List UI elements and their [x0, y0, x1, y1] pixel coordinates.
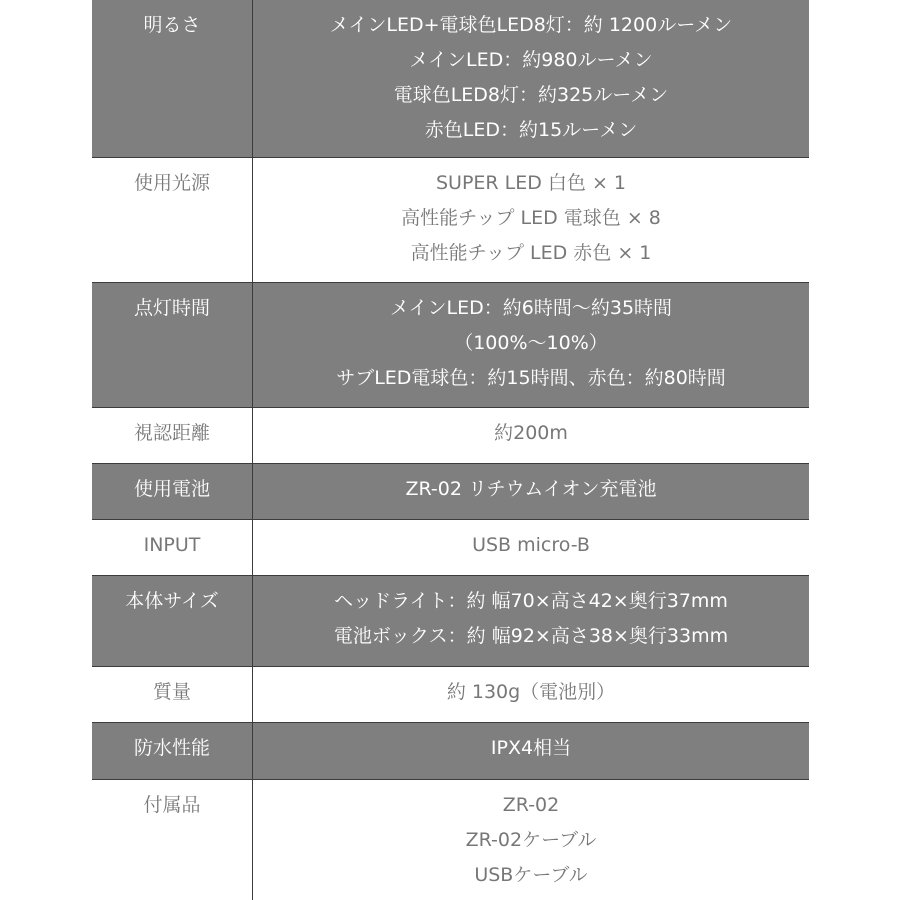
spec-value-line: IPX4相当 — [490, 737, 572, 759]
spec-value-line: メインLED：約6時間〜約35時間 — [389, 297, 673, 319]
spec-row-battery — [92, 464, 809, 520]
spec-row-accessories — [92, 780, 809, 900]
spec-value-line: SUPER LED 白色 × 1 — [435, 172, 627, 194]
spec-value — [253, 408, 809, 463]
spec-label: 明るさ — [92, 0, 253, 157]
spec-value-line: メインLED+電球色LED8灯：約 1200ルーメン — [329, 14, 733, 36]
spec-value — [253, 158, 809, 282]
spec-row-brightness — [92, 0, 809, 158]
spec-value-line: 約200m — [494, 422, 568, 444]
spec-value-line: 約 130g（電池別） — [446, 681, 616, 703]
spec-value — [253, 464, 809, 519]
spec-value — [253, 283, 809, 407]
spec-value — [253, 667, 809, 722]
spec-value-line: USBケーブル — [474, 864, 588, 886]
spec-value-line: 高性能チップ LED 赤色 × 1 — [410, 242, 652, 264]
spec-row-light-source — [92, 158, 809, 283]
spec-row-visibility-distance — [92, 408, 809, 464]
spec-label: 使用電池 — [92, 464, 253, 519]
spec-value-line: 高性能チップ LED 電球色 × 8 — [401, 207, 661, 229]
spec-value-line: 電池ボックス：約 幅92×高さ38×奥行33mm — [333, 625, 729, 647]
spec-value-line: ヘッドライト：約 幅70×高さ42×奥行37mm — [334, 590, 728, 612]
spec-label: 本体サイズ — [92, 576, 253, 666]
spec-row-weight — [92, 667, 809, 723]
spec-label: INPUT — [92, 520, 253, 575]
spec-row-input — [92, 520, 809, 576]
spec-label: 使用光源 — [92, 158, 253, 282]
spec-row-size — [92, 576, 809, 667]
spec-label: 視認距離 — [92, 408, 253, 463]
spec-value-line: （100%〜10%） — [454, 332, 608, 354]
spec-value-line: メインLED：約980ルーメン — [409, 49, 653, 71]
spec-value-line: 赤色LED：約15ルーメン — [424, 119, 638, 141]
spec-row-runtime — [92, 283, 809, 408]
spec-value-line: ZR-02ケーブル — [465, 829, 597, 851]
spec-label: 防水性能 — [92, 723, 253, 779]
spec-value — [253, 576, 809, 666]
spec-value — [253, 780, 809, 900]
spec-label: 付属品 — [92, 780, 253, 900]
spec-row-waterproof — [92, 723, 809, 780]
spec-value-line: ZR-02 — [502, 794, 560, 816]
spec-label: 質量 — [92, 667, 253, 722]
spec-value-line: 電球色LED8灯：約325ルーメン — [393, 84, 669, 106]
spec-value — [253, 520, 809, 575]
spec-value-line: サブLED電球色：約15時間、赤色：約80時間 — [336, 367, 726, 389]
spec-value-line: ZR-02 リチウムイオン充電池 — [405, 478, 657, 500]
spec-value — [253, 723, 809, 779]
spec-value — [253, 0, 809, 157]
spec-label: 点灯時間 — [92, 283, 253, 407]
spec-value-line: USB micro-B — [472, 534, 590, 556]
spec-table — [92, 0, 809, 900]
